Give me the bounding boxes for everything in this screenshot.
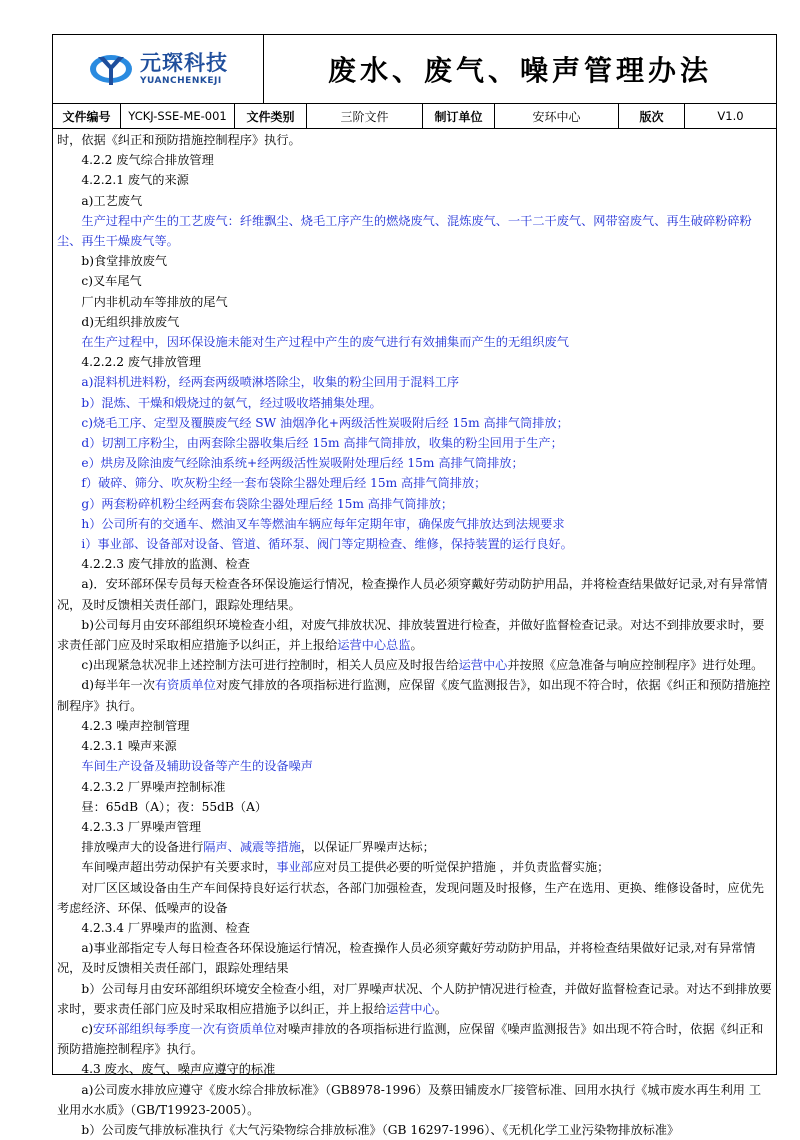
list-item: d)无组织排放废气 <box>81 314 180 329</box>
section-heading: 4.2.2.2 废气排放管理 <box>81 355 202 370</box>
text-run: c) <box>81 1021 93 1036</box>
body-paragraph: b）公司废气排放标准执行《大气污染物综合排放标准》（GB 16297-1996）、《无机化学工业污染物排放标准》 <box>81 1122 680 1137</box>
text-run: b)公司每月由安环部组织环境检查小组，对废气排放状况、排放装置进行检查，并做好监督检查记录。对达不到排放要求时，要求责任部门应及时采取相应措施予以纠正，并上报给 <box>57 617 765 653</box>
list-item: d）切割工序粉尘，由两套除尘器收集后经 15m 高排气筒排放，收集的粉尘回用于生产； <box>81 436 563 451</box>
list-item: c)叉车尾气 <box>81 274 142 289</box>
highlight-text: 安环部组织每季度一次有资质单位 <box>92 1021 276 1036</box>
highlight-text: 运营中心总监 <box>337 638 411 653</box>
section-heading: 4.2.2 废气综合排放管理 <box>81 153 214 168</box>
version-value: V1.0 <box>717 109 744 123</box>
text-run: 对噪声排放的各项指标进行监测，应保留《噪声监测报告》如出现不符合时，依据《纠正和预防措施控制程序》执行。 <box>57 1021 764 1057</box>
text-run: ，以保证厂界噪声达标； <box>300 840 435 855</box>
version-label: 版次 <box>619 104 685 128</box>
text-run: d)每半年一次 <box>81 678 155 693</box>
section-heading: 4.2.3.4 厂界噪声的监测、检查 <box>81 920 250 935</box>
document-header <box>52 34 777 129</box>
text-run: 对废气排放的各项指标进行监测，应保留《废气监测报告》，如出现不符合时，依据《纠正和预防措施控制程序》执行。 <box>57 678 771 713</box>
body-paragraph <box>57 1019 772 1059</box>
section-heading: 4.3 废水、废气、噪声应遵守的标准 <box>81 1062 276 1077</box>
body-paragraph: 对厂区区域设备由生产车间保持良好运行状态，各部门加强检查，发现问题及时报修，生产在选用、更换、维修设备时，应优先考虑经济、环保、低噪声的设备 <box>57 880 764 915</box>
body-line: 车间生产设备及辅助设备等产生的设备噪声 <box>81 759 313 774</box>
body-paragraph: 在生产过程中，因环保设施未能对生产过程中产生的废气进行有效捕集而产生的无组织废气 <box>81 335 569 350</box>
body-line: 昼：65dB（A）；夜：55dB（A） <box>81 799 268 814</box>
list-item: e）烘房及除油废气经除油系统+经两级活性炭吸附处理后经 15m 高排气筒排放； <box>81 456 524 471</box>
list-item: g）两套粉碎机粉尘经两套布袋除尘器处理后经 15m 高排气筒排放； <box>81 496 454 511</box>
body-paragraph: a)．安环部环保专员每天检查各环保设施运行情况，检查操作人员必须穿戴好劳动防护用品，并将检查结果做好记录,对有异常情况，及时反馈相关责任部门，跟踪处理结果。 <box>57 577 768 612</box>
text-run: 应对员工提供必要的听觉保护措施 ，并负责监督实施； <box>312 860 610 875</box>
text-run: 。 <box>434 1001 447 1016</box>
body-paragraph <box>57 615 772 655</box>
text-run: c)出现紧急状况非上述控制方法可进行控制时，相关人员应及时报告给 <box>81 658 459 673</box>
section-heading: 4.2.2.3 废气排放的监测、检查 <box>81 557 250 572</box>
logo-english-name: YUANCHENKEJI <box>140 75 222 86</box>
list-item: b)食堂排放废气 <box>81 254 168 269</box>
body-paragraph: a)公司废水排放应遵守《废水综合排放标准》（GB8978-1996）及蔡田铺废水厂接管标准、回用水执行《城市废水再生利用 工业用水水质》（GB/T19923-2005）。 <box>57 1082 762 1117</box>
list-item: c)烧毛工序、定型及覆膜废气经 SW 油烟净化+两级活性炭吸附后经 15m 高排气筒排放； <box>81 415 569 430</box>
list-item: b）混炼、干燥和煅烧过的氨气，经过吸收塔捕集处理。 <box>81 395 382 410</box>
document-body <box>52 127 777 1137</box>
doc-no-label: 文件编号 <box>53 104 121 128</box>
text-run: 车间噪声超出劳动保护有关要求时， <box>81 860 277 875</box>
section-heading: 4.2.3.1 噪声来源 <box>81 739 177 754</box>
list-item: a)工艺废气 <box>81 193 143 208</box>
text-run: 。 <box>410 638 423 653</box>
section-heading: 4.2.2.1 废气的来源 <box>81 173 189 188</box>
body-line <box>57 857 772 877</box>
document-info-row <box>52 104 777 129</box>
text-run: b）公司每月由安环部组织环境安全检查小组，对厂界噪声状况、个人防护情况进行检查，并做好监督检查记录。对达不到排放要求时，要求责任部门应及时采取相应措施予以纠正，并上报给 <box>57 981 772 1016</box>
highlight-text: 有资质单位 <box>154 678 216 693</box>
highlight-text: 运营中心 <box>458 658 508 673</box>
logo-chinese-name: 元琛科技 <box>140 50 228 75</box>
list-item: h）公司所有的交通车、燃油叉车等燃油车辆应每年定期年审，确保废气排放达到法规要求 <box>81 516 565 531</box>
text-run: 并按照《应急准备与响应控制程序》进行处理。 <box>507 658 764 673</box>
body-line: 厂内非机动车等排放的尾气 <box>81 294 228 309</box>
body-paragraph <box>57 675 772 715</box>
section-heading: 4.2.3.3 厂界噪声管理 <box>81 819 202 834</box>
list-item: f）破碎、筛分、吹灰粉尘经一套布袋除尘器处理后经 15m 高排气筒排放； <box>81 476 487 491</box>
unit-value: 安环中心 <box>495 104 619 128</box>
company-logo-mark-icon <box>88 49 134 89</box>
document-title: 废水、废气、噪声管理办法 <box>327 54 712 87</box>
unit-label: 制订单位 <box>423 104 495 128</box>
body-paragraph: 生产过程中产生的工艺废气：纤维飘尘、烧毛工序产生的燃烧废气、混炼废气、一干二干废气、网带窑废气、再生破碎粉碎粉尘、再生干燥废气等。 <box>57 213 752 249</box>
category-label: 文件类别 <box>235 104 307 128</box>
highlight-text: 隔声、减震等措施 <box>203 840 301 855</box>
category-value: 三阶文件 <box>307 104 423 128</box>
body-paragraph: a)事业部指定专人每日检查各环保设施运行情况，检查操作人员必须穿戴好劳动防护用品，并将检查结果做好记录,对有异常情况，及时反馈相关责任部门，跟踪处理结果 <box>57 941 756 976</box>
body-paragraph <box>57 979 772 1019</box>
doc-no-value: YCKJ-SSE-ME-001 <box>121 104 235 128</box>
section-heading: 4.2.3.2 厂界噪声控制标准 <box>81 779 226 794</box>
highlight-text: 事业部 <box>276 860 313 875</box>
body-paragraph <box>57 655 772 675</box>
list-item: i）事业部、设备部对设备、管道、循环泵、阀门等定期检查、维修，保持装置的运行良好。 <box>81 537 573 552</box>
section-heading: 4.2.3 噪声控制管理 <box>81 718 190 733</box>
body-line: 时，依据《纠正和预防措施控制程序》执行。 <box>57 133 301 147</box>
body-line <box>57 837 772 857</box>
list-item: a)混料机进料粉，经两套两级喷淋塔除尘，收集的粉尘回用于混料工序 <box>81 375 460 390</box>
highlight-text: 运营中心 <box>386 1001 435 1016</box>
company-logo <box>53 35 264 103</box>
text-run: 排放噪声大的设备进行 <box>81 840 204 855</box>
